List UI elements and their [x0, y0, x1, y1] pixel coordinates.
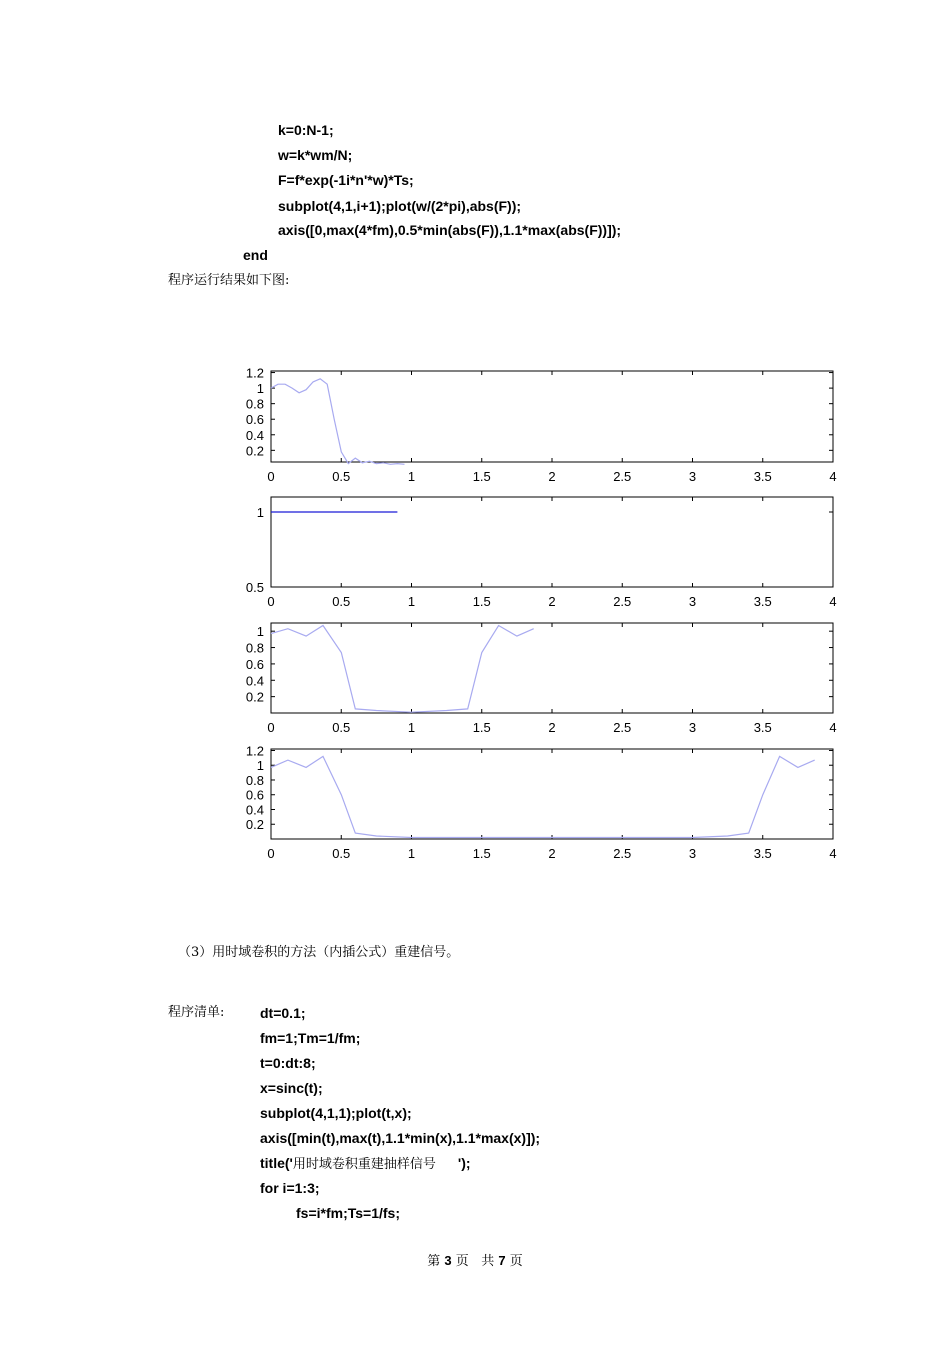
- code-end: end: [243, 247, 268, 263]
- footer-total-number: 7: [498, 1253, 506, 1268]
- x-tick-label: 1: [407, 594, 416, 609]
- x-tick-label: 3: [688, 469, 697, 484]
- code-line: fs=i*fm;Ts=1/fs;: [296, 1205, 400, 1221]
- y-tick-label: 0.2: [245, 817, 264, 833]
- x-tick-label: 4: [829, 846, 837, 861]
- axes-box: [271, 623, 833, 713]
- code-line: k=0:N-1;: [278, 122, 334, 138]
- y-tick-label: 1: [256, 758, 264, 774]
- code-line: axis([0,max(4*fm),0.5*min(abs(F)),1.1*max(abs(F))]);: [278, 222, 622, 238]
- x-tick-label: 1: [407, 469, 416, 484]
- y-tick-label: 0.4: [245, 673, 264, 689]
- x-tick-label: 2: [548, 594, 556, 609]
- series-line: [271, 379, 405, 465]
- x-tick-label: 2.5: [613, 846, 632, 861]
- code-line: for i=1:3;: [260, 1180, 320, 1196]
- x-tick-label: 2: [548, 469, 556, 484]
- x-tick-label: 3.5: [753, 469, 772, 484]
- listing-label: 程序清单:: [168, 1005, 225, 1020]
- y-tick-label: 0.6: [245, 412, 264, 428]
- section-heading: （3）用时域卷积的方法（内插公式）重建信号。: [178, 945, 460, 960]
- axes-box: [271, 497, 833, 587]
- x-tick-label: 0: [267, 720, 275, 735]
- y-tick-label: 0.8: [245, 640, 264, 656]
- footer-page-label-2: 页: [455, 1254, 469, 1269]
- x-tick-label: 2.5: [613, 720, 632, 735]
- x-tick-label: 0.5: [332, 846, 351, 861]
- series-line: [271, 756, 815, 837]
- x-tick-label: 4: [829, 720, 837, 735]
- y-tick-label: 0.4: [245, 802, 264, 818]
- x-tick-label: 2: [548, 720, 556, 735]
- y-tick-label: 0.2: [245, 443, 264, 459]
- subplot-4: [246, 743, 837, 861]
- y-tick-label: 1.2: [245, 743, 264, 759]
- x-tick-label: 4: [829, 469, 837, 484]
- axes-box: [271, 371, 833, 462]
- y-tick-label: 0.6: [245, 787, 264, 803]
- y-tick-label: 0.8: [245, 772, 264, 788]
- x-tick-label: 2.5: [613, 594, 632, 609]
- x-tick-label: 4: [829, 594, 837, 609]
- y-tick-label: 0.6: [245, 656, 264, 672]
- code-line: t=0:dt:8;: [260, 1055, 316, 1071]
- x-tick-label: 2.5: [613, 469, 632, 484]
- code-line: F=f*exp(-1i*n'*w)*Ts;: [278, 172, 414, 188]
- code-line: subplot(4,1,1);plot(t,x);: [260, 1105, 412, 1121]
- code-line: w=k*wm/N;: [278, 147, 353, 163]
- code-line: axis([min(t),max(t),1.1*min(x),1.1*max(x)]);: [260, 1130, 541, 1146]
- code-line: subplot(4,1,i+1);plot(w/(2*pi),abs(F));: [278, 198, 522, 214]
- x-tick-label: 0: [267, 846, 275, 861]
- y-tick-label: 0.2: [245, 689, 264, 705]
- y-tick-label: 1.2: [245, 365, 264, 381]
- x-tick-label: 3: [688, 846, 697, 861]
- y-tick-label: 0.4: [245, 427, 264, 443]
- x-tick-label: 0: [267, 469, 275, 484]
- x-tick-label: 2: [548, 846, 556, 861]
- footer-total-label-1: 共: [481, 1254, 495, 1269]
- title-text: 用时域卷积重建抽样信号: [292, 1157, 436, 1172]
- y-tick-label: 0.5: [245, 580, 264, 595]
- code-line: dt=0.1;: [260, 1005, 306, 1021]
- x-tick-label: 0.5: [332, 469, 351, 484]
- code-line: fm=1;Tm=1/fm;: [260, 1030, 361, 1046]
- x-tick-label: 3.5: [753, 594, 772, 609]
- x-tick-label: 1.5: [472, 720, 491, 735]
- subplot-3: [246, 623, 837, 735]
- y-tick-label: 0.8: [245, 396, 264, 412]
- footer-page-label-1: 第: [427, 1254, 441, 1269]
- subplot-2: [246, 497, 837, 609]
- footer-page-number: 3: [444, 1253, 452, 1268]
- code-line: x=sinc(t);: [260, 1080, 323, 1096]
- title-prefix: title(': [260, 1155, 293, 1171]
- y-tick-label: 1: [256, 381, 264, 397]
- x-tick-label: 3: [688, 720, 697, 735]
- x-tick-label: 1: [407, 720, 416, 735]
- x-tick-label: 1.5: [472, 594, 491, 609]
- code-line-title: [260, 1155, 471, 1173]
- footer-total-label-2: 页: [509, 1254, 523, 1269]
- x-tick-label: 0.5: [332, 720, 351, 735]
- x-tick-label: 3.5: [753, 720, 772, 735]
- x-tick-label: 1.5: [472, 469, 491, 484]
- subplot-1: [246, 366, 837, 484]
- x-tick-label: 1: [407, 846, 416, 861]
- x-tick-label: 3.5: [753, 846, 772, 861]
- page-footer: [0, 1250, 950, 1269]
- y-tick-label: 1: [256, 624, 264, 640]
- result-caption: 程序运行结果如下图:: [168, 273, 290, 288]
- x-tick-label: 3: [688, 594, 697, 609]
- x-tick-label: 1.5: [472, 846, 491, 861]
- axes-box: [271, 749, 833, 839]
- x-tick-label: 0.5: [332, 594, 351, 609]
- x-tick-label: 0: [267, 594, 275, 609]
- y-tick-label: 1: [256, 505, 264, 520]
- title-suffix: ');: [457, 1155, 471, 1171]
- series-line: [271, 626, 534, 713]
